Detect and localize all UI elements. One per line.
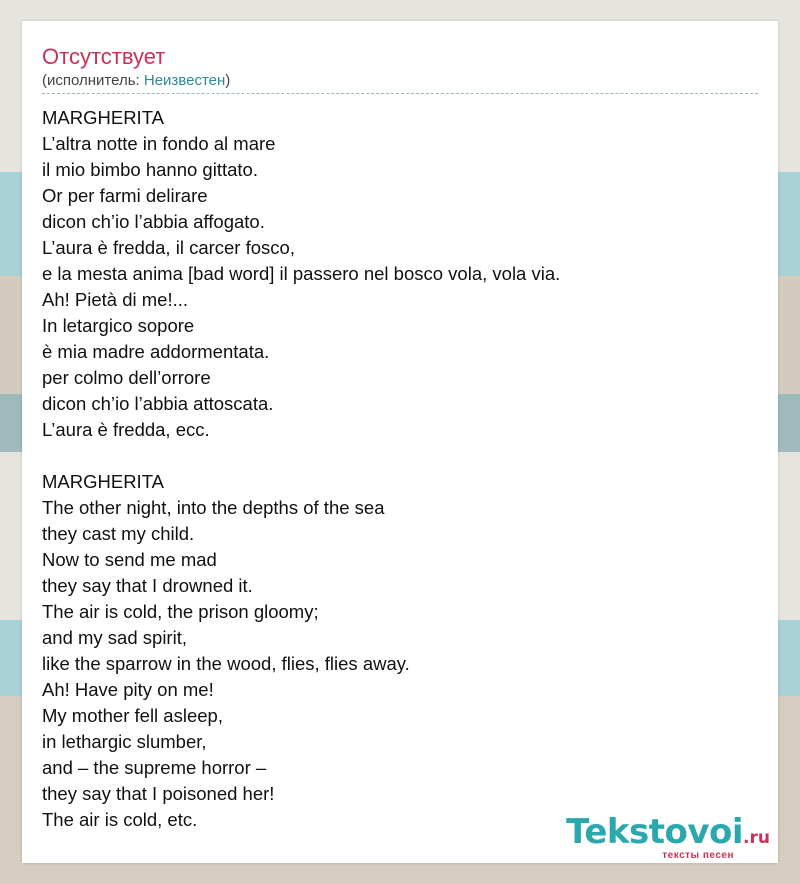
lyric-line: in lethargic slumber, [42, 731, 207, 752]
lyrics-card [22, 21, 778, 863]
lyric-line: Now to send me mad [42, 549, 217, 570]
lyric-line: and – the supreme horror – [42, 757, 267, 778]
site-logo[interactable] [566, 814, 770, 861]
lyric-line: L’aura è fredda, ecc. [42, 419, 210, 440]
song-title: Отсутствует [42, 44, 166, 69]
lyric-line: My mother fell asleep, [42, 705, 223, 726]
lyric-line: L’altra notte in fondo al mare [42, 133, 276, 154]
lyric-line: per colmo dell’orrore [42, 367, 211, 388]
lyric-line: Ah! Pietà di me!... [42, 289, 189, 310]
logo-tld: .ru [743, 828, 770, 848]
lyric-line: il mio bimbo hanno gittato. [42, 159, 258, 180]
lyric-line: MARGHERITA [42, 107, 164, 128]
artist-suffix: ) [225, 72, 231, 89]
lyric-line: they cast my child. [42, 523, 195, 544]
lyric-line: and my sad spirit, [42, 627, 187, 648]
lyric-line: The air is cold, the prison gloomy; [42, 601, 319, 622]
artist-prefix: (исполнитель: [42, 72, 144, 89]
lyric-line: MARGHERITA [42, 471, 164, 492]
lyric-line: dicon ch’io l’abbia attoscata. [42, 393, 274, 414]
lyric-line: Or per farmi delirare [42, 185, 208, 206]
lyric-line: like the sparrow in the wood, flies, flies away. [42, 653, 410, 674]
logo-tagline: тексты песен [662, 850, 734, 861]
lyric-line [42, 443, 758, 469]
lyric-line: they say that I poisoned her! [42, 783, 275, 804]
lyric-line: dicon ch’io l’abbia affogato. [42, 211, 265, 232]
lyric-line: Ah! Have pity on me! [42, 679, 214, 700]
lyrics-text [42, 105, 758, 833]
artist-line [42, 71, 758, 91]
lyric-line: they say that I drowned it. [42, 575, 253, 596]
lyric-line: L’aura è fredda, il carcer fosco, [42, 237, 295, 258]
lyric-line: The air is cold, etc. [42, 809, 198, 830]
artist-link[interactable]: Неизвестен [143, 72, 226, 89]
lyric-line: The other night, into the depths of the sea [42, 497, 385, 518]
lyric-line: è mia madre addormentata. [42, 341, 270, 362]
lyric-line: e la mesta anima [bad word] il passero nel bosco vola, vola via. [42, 263, 561, 284]
logo-name: Tekstovoi [566, 812, 744, 852]
song-header [42, 43, 758, 94]
lyric-line: In letargico sopore [42, 315, 195, 336]
